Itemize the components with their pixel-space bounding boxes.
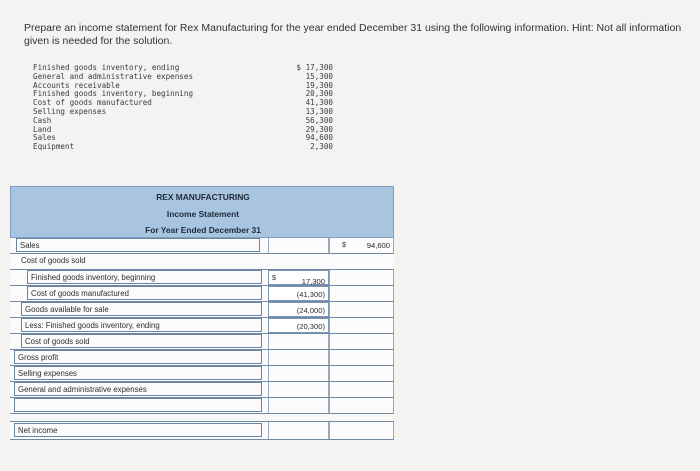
selling-expenses-amount-cell[interactable] xyxy=(329,366,394,381)
row-gross-profit xyxy=(10,350,394,366)
row-blank xyxy=(10,398,394,414)
info-label: Equipment xyxy=(33,142,75,152)
spacer-row xyxy=(10,414,394,422)
info-value: 94,600 xyxy=(305,133,333,143)
row-ga-expenses xyxy=(10,382,394,398)
row-net-income xyxy=(10,422,394,440)
info-label: Selling expenses xyxy=(33,106,107,116)
info-value: 15,300 xyxy=(305,71,333,81)
sales-label-field[interactable]: Sales xyxy=(16,238,260,252)
blank-col1-cell[interactable] xyxy=(268,398,329,413)
cogs-total-label-field[interactable]: Cost of goods sold xyxy=(21,334,262,348)
info-label: Land xyxy=(33,124,52,134)
info-value: 56,300 xyxy=(305,115,333,125)
info-value: $ 17,300 xyxy=(296,63,333,72)
company-name: REX MANUFACTURING xyxy=(156,192,250,202)
fg-beginning-amount-cell[interactable] xyxy=(268,270,329,285)
fg-ending-amount-cell[interactable] xyxy=(268,318,329,333)
statement-header xyxy=(10,186,394,238)
row-cogs-total xyxy=(10,334,394,350)
info-label: Accounts receivable xyxy=(33,80,120,90)
income-statement-sheet xyxy=(10,186,394,444)
info-label: Cost of goods manufactured xyxy=(33,98,152,108)
info-label: General and administrative expenses xyxy=(33,71,194,81)
goods-available-amount-cell[interactable] xyxy=(268,302,329,317)
fg-ending-col2-cell[interactable] xyxy=(329,318,394,333)
selling-expenses-label-field[interactable]: Selling expenses xyxy=(14,366,262,380)
goods-available-amount: (24,000) xyxy=(296,306,325,315)
row-cogm xyxy=(10,286,394,302)
row-selling-expenses xyxy=(10,366,394,382)
info-label: Cash xyxy=(33,115,52,125)
info-value: 19,300 xyxy=(305,80,333,90)
cogs-total-amount-cell[interactable] xyxy=(329,334,394,349)
ga-expenses-amount-cell[interactable] xyxy=(329,382,394,397)
statement-title: Income Statement xyxy=(166,209,240,219)
cogs-header-label: Cost of goods sold xyxy=(21,256,86,265)
info-label: Finished goods inventory, beginning xyxy=(33,89,194,99)
blank-label-field[interactable] xyxy=(14,398,262,412)
fg-beginning-dollar-sign: $ xyxy=(272,273,276,282)
blank-col2-cell[interactable] xyxy=(329,398,394,413)
fg-beginning-col2-cell[interactable] xyxy=(329,270,394,285)
net-income-label-field[interactable]: Net income xyxy=(14,423,262,437)
fg-beginning-label-field[interactable]: Finished goods inventory, beginning xyxy=(27,270,262,284)
info-label: Finished goods inventory, ending xyxy=(33,63,180,72)
net-income-amount-cell[interactable] xyxy=(329,422,394,439)
info-value: 2,300 xyxy=(310,142,333,152)
gross-profit-amount-cell[interactable] xyxy=(329,350,394,365)
cogm-amount-cell[interactable] xyxy=(268,286,329,301)
row-cogs-header xyxy=(10,254,394,270)
question-prompt: Prepare an income statement for Rex Manufacturing for the year ended December 31 using the following information. Hint: Not all information given is needed for the solution. xyxy=(24,22,682,47)
row-sales xyxy=(10,238,394,254)
fg-beginning-amount: 17,300 xyxy=(301,277,325,286)
goods-available-label-field[interactable]: Goods available for sale xyxy=(21,302,262,316)
ga-expenses-label-field[interactable]: General and administrative expenses xyxy=(14,382,262,396)
info-value: 41,300 xyxy=(305,98,333,108)
cogm-col2-cell[interactable] xyxy=(329,286,394,301)
sales-col1-cell[interactable] xyxy=(268,238,329,253)
cogs-total-col1-cell[interactable] xyxy=(268,334,329,349)
net-income-col1-cell[interactable] xyxy=(268,422,329,439)
sales-dollar-sign: $ xyxy=(342,240,346,249)
info-label: Sales xyxy=(33,133,56,143)
ga-expenses-col1-cell[interactable] xyxy=(268,382,329,397)
fg-ending-label-field[interactable]: Less: Finished goods inventory, ending xyxy=(21,318,262,332)
info-value: 29,300 xyxy=(305,124,333,134)
info-value: 13,300 xyxy=(305,106,333,116)
gross-profit-col1-cell[interactable] xyxy=(268,350,329,365)
cogm-amount: (41,300) xyxy=(296,290,325,299)
fg-ending-amount: (20,300) xyxy=(296,322,325,331)
goods-available-col2-cell[interactable] xyxy=(329,302,394,317)
gross-profit-label-field[interactable]: Gross profit xyxy=(14,350,262,364)
row-fg-ending xyxy=(10,318,394,334)
cogm-label-field[interactable]: Cost of goods manufactured xyxy=(27,286,262,300)
row-goods-available xyxy=(10,302,394,318)
info-value: 20,300 xyxy=(305,89,333,99)
sales-amount-cell[interactable] xyxy=(329,238,394,253)
statement-period: For Year Ended December 31 xyxy=(145,225,261,235)
row-fg-beginning xyxy=(10,270,394,286)
sales-amount: 94,600 xyxy=(366,241,390,250)
selling-expenses-col1-cell[interactable] xyxy=(268,366,329,381)
